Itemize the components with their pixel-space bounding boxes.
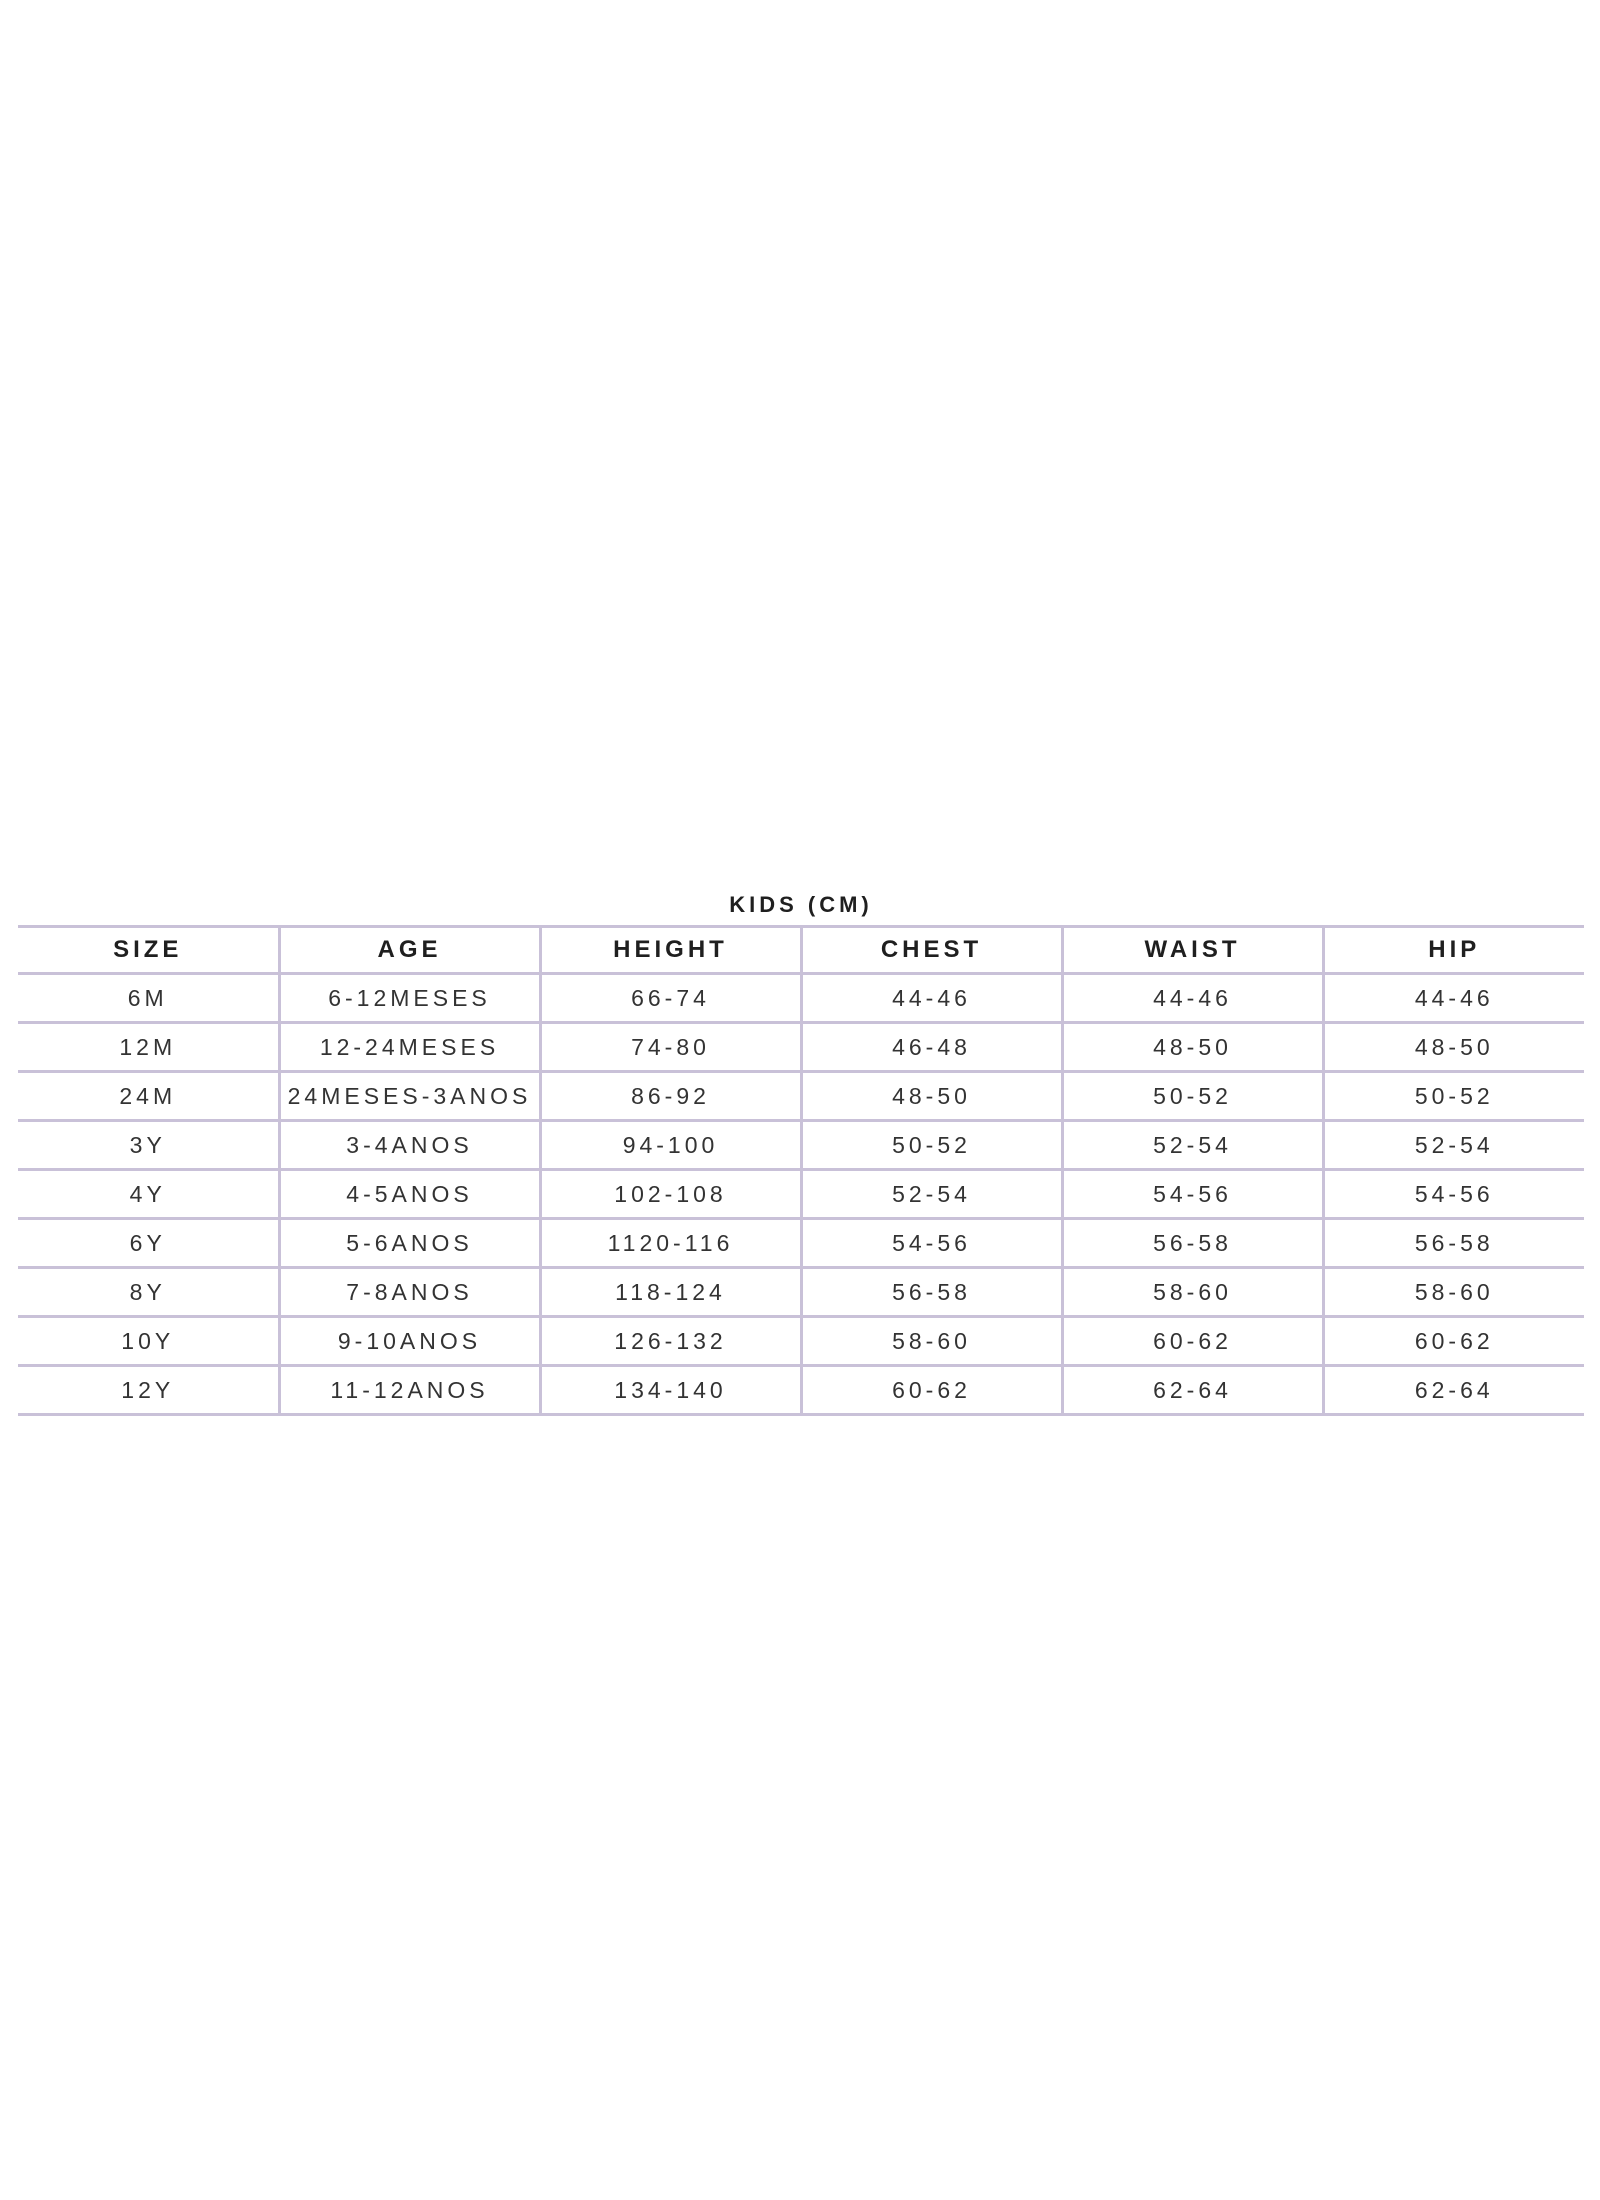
cell-age: 9-10ANOS <box>279 1317 540 1366</box>
header-waist: WAIST <box>1062 927 1323 974</box>
cell-waist: 48-50 <box>1062 1023 1323 1072</box>
cell-size: 4Y <box>18 1170 279 1219</box>
cell-size: 12M <box>18 1023 279 1072</box>
cell-age: 7-8ANOS <box>279 1268 540 1317</box>
cell-waist: 54-56 <box>1062 1170 1323 1219</box>
cell-waist: 44-46 <box>1062 974 1323 1023</box>
cell-height: 94-100 <box>540 1121 801 1170</box>
table-row <box>18 1121 1584 1170</box>
cell-waist: 50-52 <box>1062 1072 1323 1121</box>
cell-height: 102-108 <box>540 1170 801 1219</box>
cell-age: 4-5ANOS <box>279 1170 540 1219</box>
table-row <box>18 1317 1584 1366</box>
cell-size: 8Y <box>18 1268 279 1317</box>
cell-waist: 60-62 <box>1062 1317 1323 1366</box>
cell-hip: 52-54 <box>1323 1121 1584 1170</box>
cell-chest: 60-62 <box>801 1366 1062 1415</box>
cell-age: 5-6ANOS <box>279 1219 540 1268</box>
cell-height: 74-80 <box>540 1023 801 1072</box>
cell-size: 24M <box>18 1072 279 1121</box>
cell-hip: 54-56 <box>1323 1170 1584 1219</box>
cell-waist: 58-60 <box>1062 1268 1323 1317</box>
cell-chest: 48-50 <box>801 1072 1062 1121</box>
cell-chest: 52-54 <box>801 1170 1062 1219</box>
cell-chest: 44-46 <box>801 974 1062 1023</box>
cell-chest: 56-58 <box>801 1268 1062 1317</box>
cell-size: 3Y <box>18 1121 279 1170</box>
table-row <box>18 1170 1584 1219</box>
cell-age: 6-12MESES <box>279 974 540 1023</box>
header-chest: CHEST <box>801 927 1062 974</box>
cell-height: 86-92 <box>540 1072 801 1121</box>
table-row <box>18 1268 1584 1317</box>
header-hip: HIP <box>1323 927 1584 974</box>
cell-size: 12Y <box>18 1366 279 1415</box>
cell-height: 126-132 <box>540 1317 801 1366</box>
cell-hip: 44-46 <box>1323 974 1584 1023</box>
cell-age: 12-24MESES <box>279 1023 540 1072</box>
cell-hip: 56-58 <box>1323 1219 1584 1268</box>
size-chart <box>18 880 1584 1416</box>
table-row <box>18 1366 1584 1415</box>
size-table <box>18 925 1584 1416</box>
header-age: AGE <box>279 927 540 974</box>
cell-height: 1120-116 <box>540 1219 801 1268</box>
cell-age: 11-12ANOS <box>279 1366 540 1415</box>
table-row <box>18 1023 1584 1072</box>
cell-size: 6Y <box>18 1219 279 1268</box>
cell-size: 6M <box>18 974 279 1023</box>
cell-hip: 58-60 <box>1323 1268 1584 1317</box>
cell-height: 118-124 <box>540 1268 801 1317</box>
cell-waist: 56-58 <box>1062 1219 1323 1268</box>
header-size: SIZE <box>18 927 279 974</box>
cell-height: 66-74 <box>540 974 801 1023</box>
table-row <box>18 1072 1584 1121</box>
header-row <box>18 927 1584 974</box>
cell-height: 134-140 <box>540 1366 801 1415</box>
header-height: HEIGHT <box>540 927 801 974</box>
cell-hip: 50-52 <box>1323 1072 1584 1121</box>
table-body <box>18 974 1584 1415</box>
cell-waist: 62-64 <box>1062 1366 1323 1415</box>
cell-chest: 54-56 <box>801 1219 1062 1268</box>
cell-chest: 46-48 <box>801 1023 1062 1072</box>
table-row <box>18 1219 1584 1268</box>
cell-chest: 58-60 <box>801 1317 1062 1366</box>
cell-chest: 50-52 <box>801 1121 1062 1170</box>
chart-title: KIDS (CM) <box>729 892 873 917</box>
cell-age: 3-4ANOS <box>279 1121 540 1170</box>
cell-hip: 62-64 <box>1323 1366 1584 1415</box>
cell-size: 10Y <box>18 1317 279 1366</box>
cell-hip: 48-50 <box>1323 1023 1584 1072</box>
cell-waist: 52-54 <box>1062 1121 1323 1170</box>
cell-age: 24MESES-3ANOS <box>279 1072 540 1121</box>
cell-hip: 60-62 <box>1323 1317 1584 1366</box>
table-row <box>18 974 1584 1023</box>
